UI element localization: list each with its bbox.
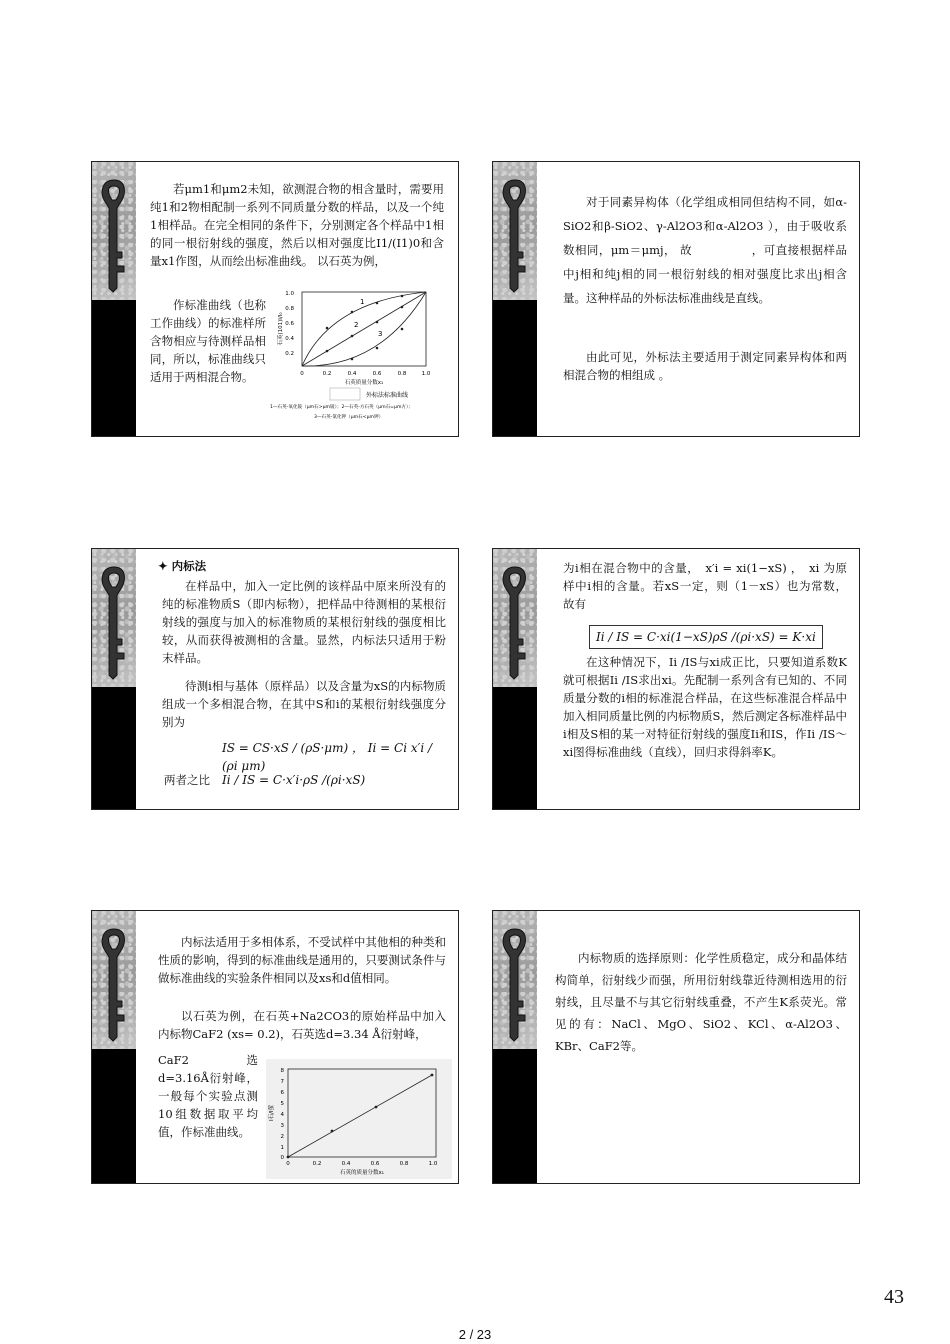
slide-rail <box>493 911 537 1183</box>
proportional-formula: Ii / IS = C·xi(1−xS)ρS /(ρi·xS) = K·xi <box>589 625 823 649</box>
slide-rail <box>92 162 136 436</box>
x-tick: 0.6 <box>372 371 382 377</box>
external-standard-figure <box>270 284 450 434</box>
slide-rail <box>92 911 136 1183</box>
curve-label: 2 <box>354 321 359 329</box>
slide-rail <box>92 549 136 809</box>
ratio-formula: Ii / IS = C·x′i·ρS /(ρi·xS) <box>222 773 366 787</box>
y-tick: 0.4 <box>285 336 294 342</box>
slide-5 <box>91 910 459 1184</box>
x-tick: 0.2 <box>322 371 332 377</box>
y-tick: 1.0 <box>285 291 294 297</box>
key-icon <box>96 925 132 1045</box>
key-icon <box>497 925 533 1045</box>
y-tick: 0.6 <box>285 321 294 327</box>
slide-paragraph: 在样品中，加入一定比例的该样品中原来所没有的纯的标准物质S（即内标物），把样品中待测相的某根衍射线的强度与加入的标准物质的某根衍射线的强度相比较，从而获得被测相的含量。显然，内标法只适用于粉末样品。 <box>162 579 446 665</box>
y-tick: 0 <box>280 1155 284 1161</box>
x-tick: 0.2 <box>312 1161 322 1167</box>
slide-rail <box>493 162 537 436</box>
y-tick: 8 <box>280 1068 284 1074</box>
x-axis-label: 石英的质量分数x₁ <box>340 1170 384 1176</box>
curve-label: 3 <box>378 330 383 338</box>
slide-paragraph: 为i相在混合物中的含量， x′i = xi(1−xS) ， xi 为原样中i相的含量。若xS一定，则（1－xS）也为常数， 故有 <box>563 561 847 611</box>
key-icon <box>96 176 132 296</box>
slide-4 <box>492 548 860 810</box>
internal-standard-figure <box>266 1059 452 1179</box>
x-tick: 1.0 <box>421 371 431 377</box>
y-tick: 2 <box>280 1134 284 1140</box>
x-tick: 1.0 <box>428 1161 438 1167</box>
slide-paragraph: 在这种情况下，Ii /IS与xi成正比，只要知道系数K就可根据Ii /IS求出xi。先配制一系列含有已知的、不同质量分数的i相的标准混合样品，在这些标准混合样品中加入相同质量比例的内标物质S，然后测定各标准样品中i相及S相的某一对特征衍射线的强度Ii和IS，作Ii /IS～xi图得标准曲线（直线），回归求得斜率K。 <box>563 655 847 759</box>
slide-paragraph: 由此可见，外标法主要适用于测定同素异构体和两相混合物的相组成 。 <box>563 350 847 382</box>
page-indicator: 2 / 23 <box>458 1327 492 1342</box>
x-tick: 0.4 <box>347 371 357 377</box>
y-tick: 0.8 <box>285 306 294 312</box>
slide-6 <box>492 910 860 1184</box>
x-axis-label: 石英质量分数x₁ <box>344 380 384 386</box>
slide-paragraph: CaF2 选 d=3.16Å衍射峰，一般每个实验点测10组数据取平均值，作标准曲线。 <box>158 1053 258 1139</box>
y-tick: 3 <box>280 1123 284 1129</box>
figure-title: 外标法标准曲线 <box>366 392 409 399</box>
slide-paragraph: 对于同素异构体（化学组成相同但结构不同，如α-SiO2和β-SiO2、γ-Al2O3和α-Al2O3 ），由于吸收系数相同，μm＝μmj， 故 ，可直接根据样品中j相和纯j相的同一根衍射线的相对强度比求出j相含量。这种样品的外标法标准曲线是直线。 <box>563 195 847 305</box>
y-axis-label: I石/I萤 <box>269 1104 275 1122</box>
x-tick: 0 <box>286 1161 290 1167</box>
slide-paragraph: 待测i相与基体（原样品）以及含量为xS的内标物质组成一个多相混合物，在其中S和i的某根衍射线强度分别为 <box>162 679 446 729</box>
x-tick: 0.6 <box>370 1161 380 1167</box>
slide-1 <box>91 161 459 437</box>
y-tick: 5 <box>280 1101 284 1107</box>
slide-paragraph: 内标物质的选择原则：化学性质稳定，成分和晶体结构简单，衍射线少而强，所用衍射线靠近待测相选用的衍射线，且尽量不与其它衍射线重叠，不产生K系荧光。常见的有：NaCl、MgO、SiO2、KCl、α-Al2O3、KBr、CaF2等。 <box>555 951 847 1053</box>
slide-2 <box>492 161 860 437</box>
slide-3 <box>91 548 459 810</box>
y-tick: 1 <box>280 1145 284 1151</box>
intensity-formula: IS = CS·xS / (ρS·μm) ， Ii = Ci x′i / (ρi μm) <box>222 741 433 773</box>
x-tick: 0.8 <box>397 371 407 377</box>
page-number-large: 43 <box>884 1286 904 1308</box>
y-tick: 6 <box>280 1090 284 1096</box>
ratio-label: 两者之比 <box>164 773 210 787</box>
section-heading: ✦ 内标法 <box>158 559 207 573</box>
y-axis-label: 石英(101)I/I₀ <box>278 312 284 346</box>
y-tick: 7 <box>280 1079 284 1085</box>
x-tick: 0.4 <box>341 1161 351 1167</box>
slide-rail <box>493 549 537 809</box>
slide-paragraph: 内标法适用于多相体系，不受试样中其他相的种类和性质的影响，得到的标准曲线是通用的，只要测试条件与做标准曲线的实验条件相同以及xs和d值相同。 <box>158 935 446 985</box>
y-tick: 4 <box>280 1112 284 1118</box>
figure-legend: 1—石英-氧化铍（μm石>μm铍）；2—石英-方石英（μm石=μm方）； <box>270 405 413 410</box>
x-tick: 0 <box>300 371 304 377</box>
figure-legend: 3—石英-氯化钾（μm石<μm钾） <box>314 415 384 420</box>
key-icon <box>497 563 533 683</box>
slide-paragraph: 若μm1和μm2未知，欲测混合物的相含量时，需要用纯1和2物相配制一系列不同质量分数的样品，以及一个纯1相样品。在完全相同的条件下，分别测定各个样品中1相的同一根衍射线的强度，然后以相对强度比I1/(I1)0和含量x1作图，从而绘出标准曲线。 以石英为例， <box>150 182 444 268</box>
key-icon <box>96 563 132 683</box>
y-tick: 0.2 <box>285 351 294 357</box>
slide-paragraph: 以石英为例，在石英+Na2CO3的原始样品中加入内标物CaF2 (xs= 0.2)，石英选d=3.34 Å衍射峰， <box>158 1009 446 1041</box>
key-icon <box>497 176 533 296</box>
slide-paragraph: 作标准曲线（也称工作曲线）的标准样所含物相应与待测样品相同，所以，标准曲线只适用于两相混合物。 <box>150 298 266 384</box>
x-tick: 0.8 <box>399 1161 409 1167</box>
curve-label: 1 <box>360 298 365 306</box>
